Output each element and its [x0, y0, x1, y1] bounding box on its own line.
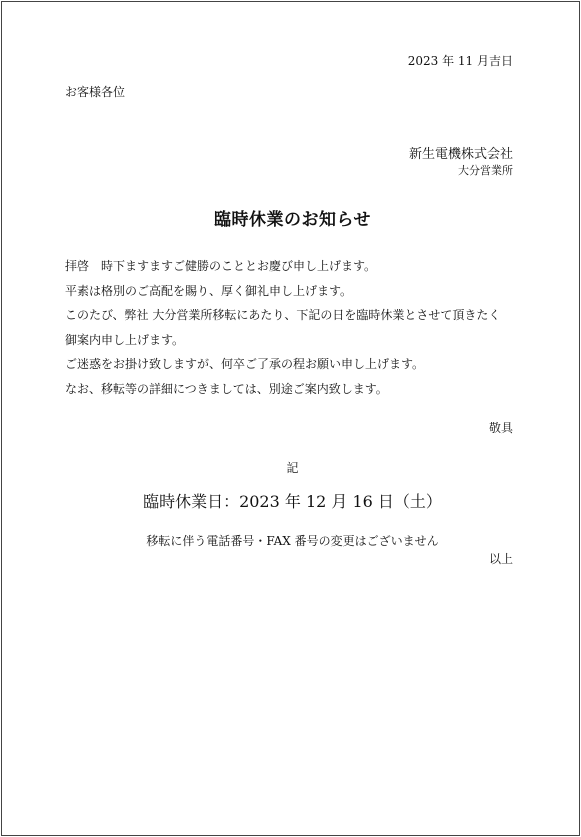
body-line: 平素は格別のご高配を賜り、厚く御礼申し上げます。 [65, 283, 353, 298]
closure-date: 臨時休業日：2023 年 12 月 16 日（土） [143, 492, 442, 511]
letter-date: 2023 年 11 月吉日 [407, 54, 513, 68]
document-page [1, 1, 580, 836]
body-line: 御案内申し上げます。 [65, 332, 185, 347]
end-mark: 以上 [488, 552, 513, 566]
document-title: 臨時休業のお知らせ [214, 210, 371, 230]
body-line: ご迷惑をお掛け致しますが、何卒ご了承の程お願い申し上げます。 [65, 357, 425, 371]
notation-heading: 記 [286, 461, 299, 475]
sender-company: 新生電機株式会社 [408, 147, 513, 162]
body-line: なお、移転等の詳細につきましては、別途ご案内致します。 [65, 381, 388, 396]
phone-fax-note: 移転に伴う電話番号・FAX 番号の変更はございません [146, 534, 439, 548]
recipient-line: お客様各位 [65, 85, 126, 99]
closing-salutation: 敬具 [488, 421, 513, 435]
body-line: このたび、弊社 大分営業所移転にあたり、下記の日を臨時休業とさせて頂きたく [65, 308, 501, 322]
sender-branch: 大分営業所 [458, 164, 513, 177]
letter-body [65, 256, 500, 403]
body-line: 拝啓 時下ますますご健勝のこととお慶び申し上げます。 [65, 259, 377, 273]
